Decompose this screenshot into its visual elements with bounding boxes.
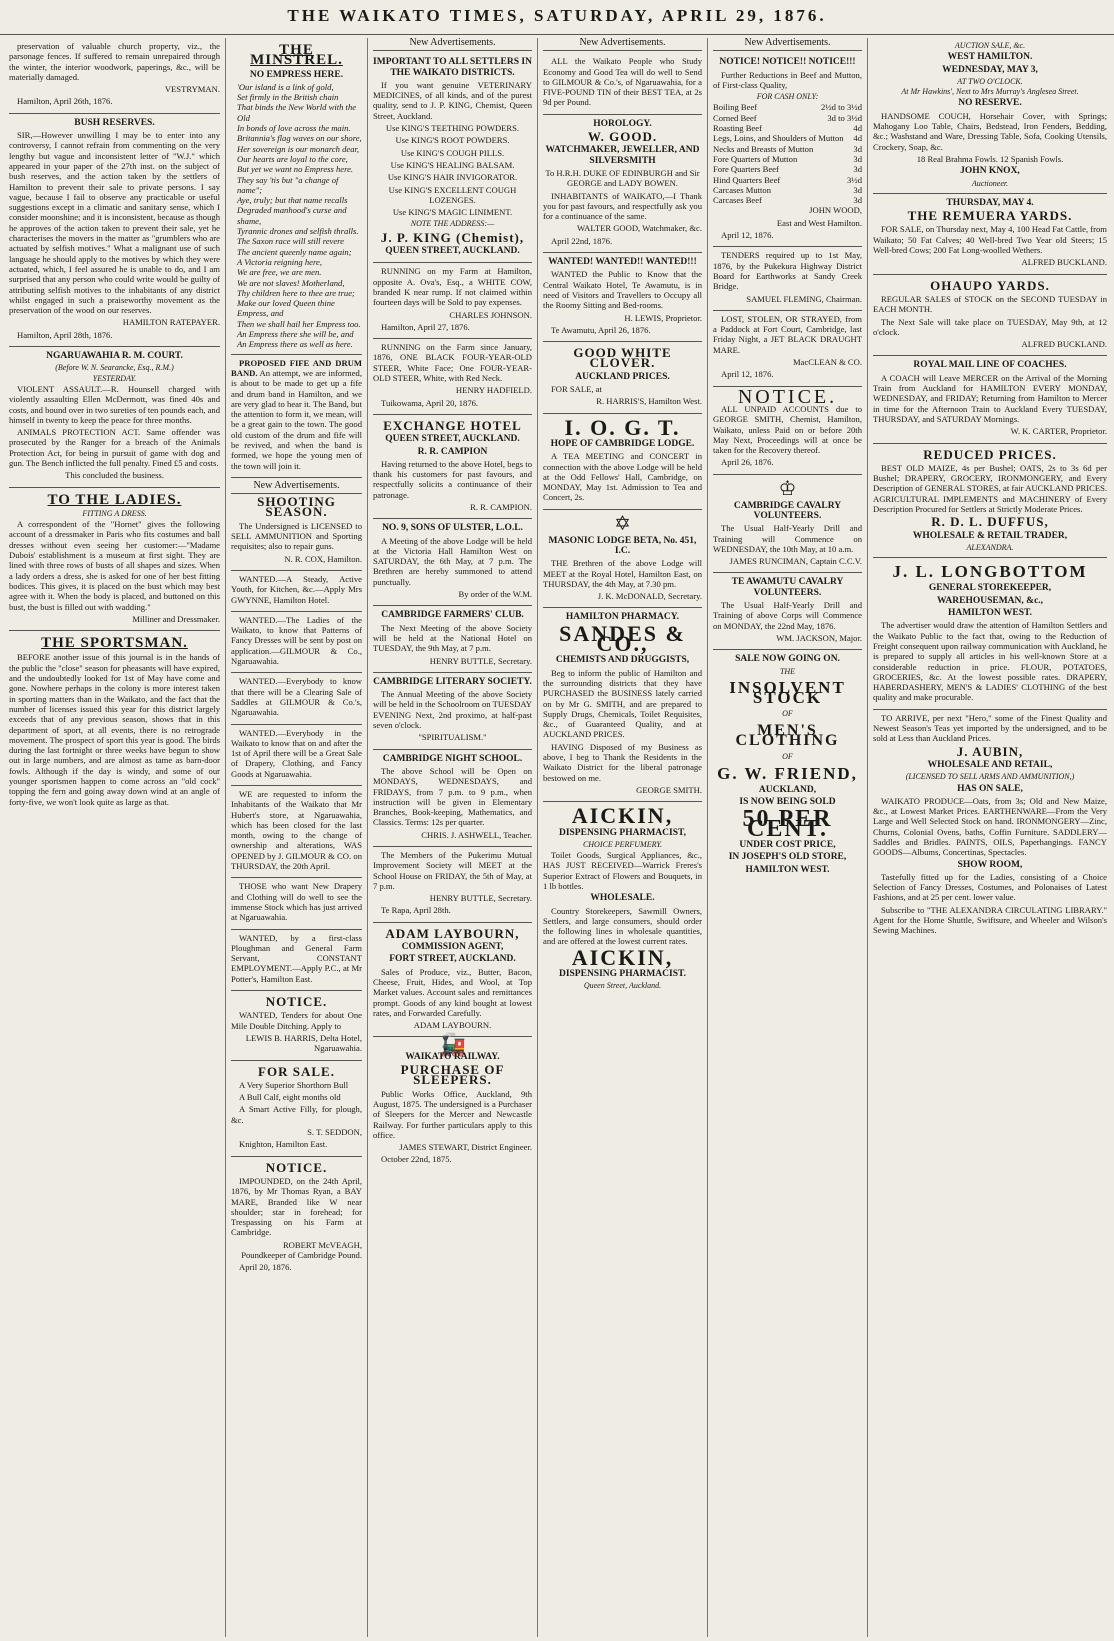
- sandes-heading: SANDES & CO.,: [559, 620, 686, 657]
- ohaupo-next: The Next Sale will take place on TUESDAY, May 9th, at 12 o'clock.: [873, 316, 1107, 337]
- court-body-2: ANIMALS PROTECTION ACT. Same offender was prosecuted by the Ranger for a breach of the Animals Protection Act, for being in pursuit of game with dog and gun. The Bench inflicted the full penalty. Fined £5 and costs.: [9, 427, 220, 468]
- aubin-sub: WHOLESALE AND RETAIL,: [927, 759, 1053, 770]
- poem-line: Tyrannic drones and selfish thralls.: [237, 226, 359, 237]
- ladies-subhead: FITTING A DRESS.: [82, 508, 147, 518]
- section-heading-ladies: TO THE LADIES.: [47, 491, 182, 508]
- iogt-body: A TEA MEETING and CONCERT in connection with the above Lodge will be held at the Odd Fellows' Hall, Cambridge, on MONDAY, May 1st. Admission to Tea and Concert, 2s.: [543, 451, 702, 503]
- poem-line: But yet we want no Empress here.: [237, 164, 354, 175]
- signature: VESTRYMAN.: [164, 84, 220, 95]
- signature: H. LEWIS, Proprietor.: [624, 312, 702, 323]
- poem-line: The Saxon race will still revere: [237, 236, 345, 247]
- being-sold: IS NOW BEING SOLD: [739, 797, 836, 808]
- under-cost: UNDER COST PRICE,: [739, 840, 836, 851]
- signature: N. R. COX, Hamilton.: [284, 553, 362, 564]
- product-line: Use KING'S COUGH PILLS.: [400, 147, 505, 158]
- poem-line: Make our loved Queen thine Empress, and: [237, 298, 335, 319]
- masonic-emblem-icon: ✡: [614, 512, 631, 535]
- aickin-body: Toilet Goods, Surgical Appliances, &c., HAS JUST RECEIVED—Warrick Freres's Superior Extract of Flowers and Bouquets, in 1 lb bottles.: [543, 850, 702, 891]
- aickin-heading-2: AICKIN,: [571, 944, 674, 970]
- signature: LEWIS B. HARRIS, Delta Hotel, Ngaruawahia.: [245, 1032, 362, 1054]
- clover-sale: FOR SALE, at: [551, 384, 602, 395]
- price-row: Legs, Loins, and Shoulders of Mutton 4d: [713, 133, 862, 144]
- fife-body: An attempt, we are informed, is about to be made to get up a fife and drum band in Hamilton, and we are very glad to hear it. The Band, but the attention to form it, we mean, will be a great gain to the town. The good old custom of the drum and fife will be revived, and when the band is formed, we hope the young men of the town will join it.: [231, 367, 362, 471]
- notice-line: NOTICE! NOTICE!! NOTICE!!!: [719, 57, 856, 68]
- new-advertisements-heading: New Advertisements.: [543, 38, 702, 51]
- sale-item: A Bull Calf, eight months old: [239, 1092, 341, 1103]
- signature: ALFRED BUCKLAND.: [1021, 339, 1107, 350]
- poem-line: An Empress there as well as here.: [237, 339, 353, 350]
- horology-heading: HOROLOGY.: [593, 118, 652, 129]
- sleepers-heading: PURCHASE OF SLEEPERS.: [400, 1062, 505, 1088]
- aubin-intro: TO ARRIVE, per next "Hero," some of the Finest Quality and Newest Season's Teas yet imported by the undersigned, and to be sold at Less than Auckland Prices.: [873, 712, 1107, 744]
- wednesday-date: WEDNESDAY, MAY 3,: [942, 64, 1038, 75]
- poem-line: Britannia's flag waves on our shore,: [237, 133, 362, 144]
- product-line: Use KING'S HAIR INVIGORATOR.: [387, 172, 518, 183]
- tenders-body: TENDERS required up to 1st May, 1876, by the Pukekura Highway District Board for Earthworks at Sandy Creek Bridge.: [713, 250, 862, 292]
- mens-clothing-heading: MEN'S CLOTHING: [735, 721, 840, 750]
- notice-body: Further Reductions in Beef and Mutton, of First-class Quality,: [713, 69, 862, 90]
- auckland-word: AUCKLAND,: [758, 784, 817, 795]
- awamutu-body: The Usual Half-Yearly Drill and Training of above Corps will Commence on MONDAY, the 22nd May, 1876.: [713, 600, 862, 631]
- poem-line: Thy children here to thee are true;: [237, 287, 355, 298]
- dateline: Hamilton, April 27, 1876.: [381, 321, 470, 332]
- essay-title: "SPIRITUALISM.": [418, 732, 487, 743]
- longbottom-sub: GENERAL STOREKEEPER,: [928, 583, 1052, 594]
- longbottom-body: The advertiser would draw the attention of Hamilton Settlers and the Waikato Public to the fact that, owing to the Reduction of Freight consequent upon railway communication with Auckland, he is prepared to supply all articles in his well-known Store at a considerable reduction in price. FLOUR, POTATOES, GROCERIES, &c. At the lowest possible rates. DRAPERY, HABERDASHERY, MEN'S & LADIES' CLOTHING of the best quality and make procurable.: [873, 620, 1107, 703]
- duffus-sub: WHOLESALE & RETAIL TRADER,: [912, 530, 1068, 541]
- price-row: Carcases Mutton 3d: [713, 184, 862, 195]
- signature: MacCLEAN & CO.: [793, 357, 862, 368]
- poem-line: Degraded manhood's curse and shame,: [237, 205, 347, 226]
- signature: R. HARRIS'S, Hamilton West.: [596, 396, 702, 407]
- wholesale-heading: WHOLESALE.: [590, 893, 655, 904]
- column-3: [368, 38, 538, 1637]
- poem-line: Aye, truly; but that name recalls: [237, 195, 348, 206]
- longbottom-place: HAMILTON WEST.: [947, 608, 1033, 619]
- new-advertisements-heading: New Advertisements.: [713, 38, 862, 51]
- new-advertisements-heading: New Advertisements.: [231, 481, 362, 494]
- literary-society-heading: CAMBRIDGE LITERARY SOCIETY.: [373, 676, 532, 687]
- exchange-hotel-body: Having returned to the above Hotel, begs to thank his customers for past favours, and respectfully solicits a continuance of their patronage.: [373, 458, 532, 500]
- night-school-heading: CAMBRIDGE NIGHT SCHOOL.: [382, 753, 523, 764]
- hamilton-west: HAMILTON WEST.: [745, 864, 830, 875]
- night-school-body: The above School will be Open on MONDAYS, WEDNESDAYS, and FRIDAYS, from 7 p.m. to 9 p.m., when instruction will be given in Elementary Branches, Book-keeping, Mathematics, and Classics. Terms: 12s per quarter.: [373, 765, 532, 828]
- pharmacy-heading: HAMILTON PHARMACY.: [565, 612, 680, 623]
- king-chemist: J. P. KING (Chemist),: [380, 229, 525, 245]
- dateline: Hamilton, April 26th, 1876.: [17, 96, 113, 107]
- location: At Mr Hawkins', Next to Mrs Murray's Anglesea Street.: [901, 87, 1079, 97]
- letter-body: SIR,—However unwilling I may be to enter into any controversy, I cannot refrain from commenting on the very lengthy but vague and inconsistent letter of "W.J." which appeared in your paper of the 27th inst. on the subject of bush reserves, and the action taken by the settlers of Hamilton to prevent their sale to private persons. I say vague, because I fail to observe any practicable or useful suggestions except in a climatic and sanitary sense, which I consider moonshine; and it is inconsistent, because as though he approves of the action taken to prevent their sale, yet he characterises the movers in the matter as "grumblers who are actuated by selfish motives." What a malignant use of such language he should apply to the motives by which they were actuated, which, I feel assured he is unable to do, and I am surprised that any person who could write would be guilty of attributing selfish motives to the inhabitants of any district whilst engaged in such a praiseworthy movement as the preservation of the wood on our reserves.: [9, 130, 220, 316]
- poem-line: Our hearts are loyal to the core,: [237, 153, 348, 164]
- section-heading-minstrel: THE MINSTREL.: [250, 42, 343, 69]
- column-6: [868, 38, 1112, 1637]
- at-two: AT TWO O'CLOCK.: [957, 76, 1023, 86]
- sports-body: BEFORE another issue of this journal is in the hands of the public the "close" season for pheasants will have expired, and the undoubtedly looked for 1st of May have come and gone. Nowhere perhaps in the colony is more interest taken in sporting matters than in the Waikato, and the fact that the number of licenses issued this year for this district largely exceeds that of any previous season, shows that in this department of sport, at all events, there is no retrograde movement. The prospect of sport this year is good. The birds during the last fortnight or three weeks have begun to show out in large numbers, and are almost as tame as barn-door fowls. Although if the day is windy, and some of our younger sportsmen happen to come across an "old cock" topping the fern and going away down wind at an angle of forty-five, we won't look quite as large as that.: [9, 652, 220, 807]
- signature: ALFRED BUCKLAND.: [1021, 257, 1107, 268]
- poem-line: Set firmly in the British chain: [237, 92, 339, 103]
- exchange-hotel-heading: EXCHANGE HOTEL: [383, 417, 522, 433]
- important-heading: IMPORTANT TO ALL SETTLERS IN THE WAIKATO DISTRICTS.: [373, 57, 532, 78]
- price-row: Corned Beef 3d to 3½d: [713, 112, 862, 123]
- wanted-ad: WANTED, by a first-class Ploughman and General Farm Servant, CONSTANT EMPLOYMENT.—Apply P.C., at Mr Potter's, Hamilton East.: [231, 932, 362, 984]
- poem-title: NO EMPRESS HERE.: [249, 69, 344, 80]
- signature: JAMES RUNCIMAN, Captain C.C.V.: [729, 556, 862, 567]
- pukerimu-body: The Members of the Pukerimu Mutual Improvement Society will MEET at the School House on FRIDAY, the 5th of May, at 7 p.m.: [373, 850, 532, 891]
- price-row: Roasting Beef 4d: [713, 123, 862, 134]
- thursday-date: THURSDAY, MAY 4.: [946, 197, 1034, 208]
- coach-body: A COACH will Leave MERCER on the Arrival of the Morning Train from Auckland for HAMILTON EVERY MONDAY, WEDNESDAY, and FRIDAY; Returning from Hamilton to Mercer in time for the Afternoon Train to Auckland Every TUESDAY, THURSDAY, and SATURDAY Mornings.: [873, 372, 1107, 424]
- new-advertisements-heading: New Advertisements.: [373, 38, 532, 51]
- wanted-body: WANTED the Public to Know that the Central Waikato Hotel, Te Awamutu, is in need of Visitors and Travellers to Occupy all the Roomy Sitting and Bed-rooms.: [543, 269, 702, 311]
- poem-line: We are free, we are men.: [237, 267, 322, 278]
- laybourn-address: FORT STREET, AUCKLAND.: [389, 954, 516, 965]
- railway-heading: WAIKATO RAILWAY.: [405, 1051, 500, 1062]
- notice-big-heading: NOTICE.: [737, 385, 838, 408]
- lodge-heading: NO. 9, SONS OF ULSTER, L.O.L.: [382, 523, 523, 534]
- signature: S. T. SEDDON,: [307, 1127, 362, 1138]
- dateline: April 12, 1876.: [721, 369, 774, 380]
- court-body: VIOLENT ASSAULT.—R. Hounsell charged with violently assaulting Ellen McDermott, was fined 40s and costs, and bound over in two sureties of ten pounds each, and himself in twenty to keep the peace for three months.: [9, 383, 220, 425]
- good-thanks: INHABITANTS of WAIKATO,—I Thank you for past favours, and respectfully ask you for a continuance of the same.: [543, 190, 702, 222]
- remuera-body: FOR SALE, on Thursday next, May 4, 100 Head Fat Cattle, from Waikato; 50 Fat Calves; 40 Well-bred Two Year old Steers; 15 Well-bred Cows; 200 Fat Long-woolled Wethers.: [873, 224, 1107, 256]
- dateline: April 26, 1876.: [721, 457, 774, 468]
- subscribe-body: Subscribe to "THE ALEXANDRA CIRCULATING LIBRARY." Agent for the Home Shuttle, Swiftsure, and Wheeler and Wilson's Sewing Machines.: [873, 904, 1107, 936]
- masthead-title: THE WAIKATO TIMES, SATURDAY, APRIL 29, 1876.: [287, 6, 827, 25]
- column-1: [4, 38, 226, 1637]
- wanted-ad: WANTED.—Everybody in the Waikato to know that on and after the 1st of April there will be a Great Sale of Drapery, Clothing, and Fancy Goods at Ngaruawahia.: [231, 727, 362, 779]
- poem-line: Her sovereign is our monarch dear,: [237, 143, 360, 154]
- signature: HENRY HADFIELD.: [455, 385, 532, 396]
- no-reserve: NO RESERVE.: [958, 98, 1022, 109]
- reduced-body: BEST OLD MAIZE, 4s per Bushel; OATS, 2s to 3s 6d per Bushel; DRAPERY, GROCERY, IRONMONGERY, and Every Description of GENERAL STORES, at fair AUCKLAND PRICES. AGRICULTURAL IMPLEMENTS and MACHINERY of Every Description Procured for Settlers at Strictly Moderate Prices.: [873, 462, 1107, 514]
- dateline: Te Rapa, April 28th.: [381, 905, 451, 916]
- notice-body: WANTED, Tenders for about One Mile Double Ditching. Apply to: [231, 1010, 362, 1031]
- impound-body: IMPOUNDED, on the 24th April, 1876, by Mr Thomas Ryan, a BAY MARE, Branded like W near shoulder; star in forehead; for Trespassing on his Farm at Cambridge.: [231, 1175, 362, 1238]
- aubin-sub-2: (LICENSED TO SELL ARMS AND AMMUNITION,): [905, 772, 1075, 782]
- product-line: Use KING'S MAGIC LINIMENT.: [392, 207, 513, 218]
- poem-line: An Empress there she will be, and: [237, 329, 354, 340]
- percent-heading: 50 PER CENT.: [742, 805, 833, 842]
- fife-heading: PROPOSED FIFE AND DRUM BAND.: [231, 357, 362, 378]
- aickin-sub-3: DISPENSING PHARMACIST.: [558, 969, 687, 980]
- poem-line: That binds the New World with the Old: [237, 102, 357, 123]
- smith-body: HAVING Disposed of my Business as above, I beg to Thank the Residents in the Waikato District for the liberal patronage bestowed on me.: [543, 741, 702, 783]
- remuera-heading: THE REMUERA YARDS.: [907, 208, 1073, 224]
- section-heading-court: NGARUAWAHIA R. M. COURT.: [46, 351, 183, 362]
- section-heading-bush-reserves: BUSH RESERVES.: [74, 117, 155, 128]
- court-end: This concluded the business.: [65, 470, 164, 481]
- aickin-heading: AICKIN,: [571, 803, 674, 829]
- important-body: If you want genuine VETERINARY MEDICINES, of all kinds, and of the purest quality, send to J. P. KING, Chemist, Queen Street, Auckland.: [373, 79, 532, 121]
- exchange-hotel-address: QUEEN STREET, AUCKLAND.: [385, 434, 520, 445]
- poem-line: 'Our island is a link of gold,: [237, 81, 334, 92]
- poem-line: Then we shall hail her Empress too.: [237, 318, 361, 329]
- aickin-sub: DISPENSING PHARMACIST,: [558, 827, 687, 838]
- good-patrons: To H.R.H. DUKE OF EDINBURGH and Sir GEORGE and LADY BOWEN.: [545, 167, 700, 189]
- poem-line: In bonds of love across the main.: [237, 123, 351, 134]
- running-ad: RUNNING on the Farm since January, 1876, ONE BLACK FOUR-YEAR-OLD STEER, White Face; One FOUR-YEAR-OLD STEER, White, with Red Neck.: [373, 342, 532, 384]
- good-trade: WATCHMAKER, JEWELLER, AND SILVERSMITH: [545, 145, 700, 166]
- aickin-address: Queen Street, Auckland.: [583, 981, 662, 991]
- ladies-body: A correspondent of the "Hornet" gives the following account of a dressmaker in Paris who fits costumes and ball dresses without even seeing her customer:—"Madame Dubois' establishment is a museum at first sight. They are lined with three rows of busts of all shapes and sizes. When a lady orders a dress, she is asked for one of her best fitting bodices. This gives, it is placed on the bust which may best agree with it. When the body is placed, and buttoned on this bust, the bust is filled out with wadding.": [9, 519, 220, 612]
- note-address: NOTE THE ADDRESS:—: [410, 219, 495, 229]
- auction-top: AUCTION SALE, &c.: [954, 41, 1026, 50]
- of-word: OF: [782, 752, 793, 762]
- sandes-body: Beg to inform the public of Hamilton and the surrounding districts that they have PURCHASED the BUSINESS lately carried on by Mr G. SMITH, and are prepared to Supply Drugs, Chemicals, Toilet Requisites, &c., of Guaranteed Quality, and at AUCKLAND PRICES.: [543, 667, 702, 740]
- signature: WALTER GOOD, Watchmaker, &c.: [577, 223, 702, 234]
- product-line: Use KING'S HEALING BALSAM.: [390, 159, 515, 170]
- signature: JOHN WOOD,: [809, 205, 862, 216]
- tea-ad: ALL the Waikato People who Study Economy and Good Tea will do well to Send to GILMOUR & Co.'s, of Ngaruawahia, for a FIVE-POUND TIN of their BEST TEA, at 2s 9d per Pound.: [543, 56, 702, 108]
- aickin-sub-2: CHOICE PERFUMERY.: [582, 839, 663, 849]
- of-word: OF: [782, 709, 793, 719]
- poem-line: We are not slaves! Motherland,: [237, 277, 345, 288]
- iogt-sub: HOPE OF CAMBRIDGE LODGE.: [550, 438, 695, 449]
- wanted-heading: WANTED! WANTED!! WANTED!!!: [548, 257, 697, 268]
- duffus-heading: R. D. L. DUFFUS,: [931, 514, 1049, 530]
- show-room-body: Tastefully fitted up for the Ladies, consisting of a Choice Selection of Fancy Dresses, Costumes, and Polonaises of Latest Fashions, and at 25 per cent. lower value.: [873, 871, 1107, 903]
- josephs-store: IN JOSEPH'S OLD STORE,: [728, 852, 847, 863]
- aubin-heading: J. AUBIN,: [956, 743, 1024, 759]
- coach-heading: ROYAL MAIL LINE OF COACHES.: [913, 360, 1067, 371]
- ohaupo-body: REGULAR SALES of STOCK on the SECOND TUESDAY in EACH MONTH.: [873, 293, 1107, 315]
- signature: Milliner and Dressmaker.: [132, 613, 220, 624]
- wanted-ad: WANTED.—Everybody to know that there will be a Clearing Sale of Saddles at GILMOUR & Co.'s, Ngaruawahia.: [231, 676, 362, 718]
- shooting-season-heading: SHOOTING SEASON.: [257, 494, 336, 520]
- running-ad: RUNNING on my Farm at Hamilton, opposite A. Ova's, Esq., a WHITE COW, branded K near rump. If not claimed within fourteen days will be Sold to pay expenses.: [373, 266, 532, 308]
- signature: HAMILTON RATEPAYER.: [122, 317, 220, 328]
- notice-heading: NOTICE.: [265, 1159, 328, 1175]
- dateline: April 22nd, 1876.: [551, 235, 613, 246]
- awamutu-cavalry-heading: TE AWAMUTU CAVALRY VOLUNTEERS.: [731, 577, 844, 598]
- signature: HENRY BUTTLE, Secretary.: [429, 893, 532, 904]
- signature: ADAM LAYBOURN.: [413, 1020, 492, 1031]
- signature: J. K. McDONALD, Secretary.: [597, 591, 702, 602]
- cavalry-heading: CAMBRIDGE CAVALRY VOLUNTEERS.: [733, 500, 842, 521]
- signature: ROBERT McVEAGH, Poundkeeper of Cambridge Pound.: [241, 1239, 362, 1260]
- laybourn-body: Sales of Produce, viz., Butter, Bacon, Cheese, Fruit, Hides, and Wool, at Top Market values. Account sales and remittances prompt. Goods of any kind bought at lowest rates, and Forwarded Carefully.: [373, 966, 532, 1018]
- wholesale-body: Country Storekeepers, Sawmill Owners, Settlers, and large consumers, should order the following lines in wholesale quantities, and are offered at the lowest current rates.: [543, 905, 702, 947]
- price-row: Fore Quarters Beef 3d: [713, 164, 862, 175]
- store-ad: WE are requested to inform the Inhabitants of the Waikato that Mr Hubert's store, at Ngaruawahia, which has been closed for the last month, owing to the change of ownership and alterations, WAS OPENED by J. GILMOUR & CO. on THURSDAY, the 20th April.: [231, 789, 362, 872]
- signature: R. R. CAMPION.: [470, 501, 532, 512]
- section-heading-sportsman: THE SPORTSMAN.: [41, 635, 188, 652]
- dateline: Hamilton, April 28th, 1876.: [17, 329, 113, 340]
- masonic-body: THE Brethren of the above Lodge will MEET at the Royal Hotel, Hamilton East, on THURSDAY, the 4th May, at 7.30 pm.: [543, 558, 702, 589]
- intro-text: preservation of valuable church property, viz., the parsonage fences. If suffered to remain unrepaired through the winter, the interior woodwork, paperings, &c., will be materially damaged.: [9, 41, 220, 82]
- signature: SAMUEL FLEMING, Chairman.: [746, 293, 862, 304]
- column-2: [226, 38, 368, 1637]
- cash-only: FOR CASH ONLY:: [756, 92, 819, 102]
- product-line: Use KING'S EXCELLENT COUGH LOZENGES.: [388, 184, 517, 205]
- clover-heading: GOOD WHITE CLOVER.: [573, 345, 672, 371]
- reduced-prices-heading: REDUCED PRICES.: [923, 446, 1057, 462]
- court-day: YESTERDAY.: [92, 373, 137, 383]
- price-row: Boiling Beef 2½d to 3½d: [713, 102, 862, 113]
- poem-line: They say 'tis but "a change of name";: [237, 174, 339, 195]
- exchange-hotel-name: R. R. CAMPION: [417, 446, 488, 457]
- dateline: October 22nd, 1875.: [381, 1154, 452, 1165]
- duffus-place: ALEXANDRA.: [966, 542, 1014, 552]
- poem-line: The ancient queenly name again;: [237, 246, 352, 257]
- poem-line: A Victoria reigning here,: [237, 256, 322, 267]
- wanted-ad: WANTED.—A Steady, Active Youth, for Kitchen, &c.—Apply Mrs GWYNNE, Hamilton Hotel.: [231, 573, 362, 605]
- shooting-body: The Undersigned is LICENSED to SELL AMMUNITION and Sporting requisites; also to repair guns.: [231, 520, 362, 552]
- dateline: Tuikowama, April 20, 1876.: [381, 397, 479, 408]
- product-line: Use KING'S TEETHING POWDERS.: [385, 123, 520, 134]
- dateline: Te Awamutu, April 26, 1876.: [551, 324, 651, 335]
- wood-sub: East and West Hamilton.: [776, 217, 862, 228]
- signature: CHARLES JOHNSON.: [449, 309, 532, 320]
- aubin-sub-3: HAS ON SALE,: [957, 783, 1023, 794]
- show-room-heading: SHOW ROOM,: [957, 859, 1023, 870]
- price-row: Necks and Breasts of Mutton 3d: [713, 143, 862, 154]
- masonic-heading: MASONIC LODGE BETA, No. 451, I.C.: [548, 535, 697, 556]
- signature: W. K. CARTER, Proprietor.: [1010, 426, 1107, 437]
- sale-item: A Very Superior Shorthorn Bull: [239, 1079, 349, 1090]
- signature: GEORGE SMITH.: [636, 784, 702, 795]
- king-address: QUEEN STREET, AUCKLAND.: [385, 246, 520, 257]
- wanted-ad: WANTED.—The Ladies of the Waikato, to know that Patterns of Fancy Dresses will be sent by post on application.—GILMOUR & Co., Ngaruawahia.: [231, 614, 362, 667]
- notice-heading: NOTICE.: [265, 994, 328, 1010]
- fowls: 18 Real Brahma Fowls. 12 Spanish Fowls.: [916, 153, 1064, 164]
- signature: By order of the W.M.: [458, 589, 532, 600]
- lodge-body: A Meeting of the above Lodge will be held at the Victoria Hall Hamilton West on SATURDAY, the 6th May, at 7 p.m. The Brethren are hereby summoned to attend punctually.: [373, 535, 532, 587]
- auctioneer-name: JOHN KNOX,: [960, 166, 1020, 177]
- farmers-club-heading: CAMBRIDGE FARMERS' CLUB.: [381, 610, 524, 621]
- for-sale-heading: FOR SALE.: [258, 1063, 335, 1079]
- sale-now-heading: SALE NOW GOING ON.: [735, 654, 840, 665]
- price-row: Hind Quarters Beef 3½d: [713, 174, 862, 185]
- unpaid-body: ALL UNPAID ACCOUNTS due to GEORGE SMITH, Chemist, Hamilton, Waikato, unless Paid on or before 20th May Next, Proceedings will at once be taken for the Recovery thereof.: [713, 403, 862, 456]
- place: Knighton, Hamilton East.: [239, 1139, 328, 1150]
- farmers-club-body: The Next Meeting of the above Society will be held at the National Hotel on TUESDAY, the 9th May, at 7 p.m.: [373, 622, 532, 654]
- signature: JAMES STEWART, District Engineer.: [399, 1142, 532, 1153]
- product-line: Use KING'S ROOT POWDERS.: [395, 135, 510, 146]
- aubin-body: WAIKATO PRODUCE—Oats, from 3s; Old and New Maize, &c., at Lowest Market Prices. EARTHENWARE—From the Very Large and Well Selected Stock on hand. IRONMONGERY—Zinc, Churns, Colonial Ovens, baths, Coffin Furniture. SADDLERY—Saddles and Bridles. PAINTS, OILS, Paperhangings. FANCY GOODS—Albums, Concertinas, Spectacles.: [873, 795, 1107, 858]
- laybourn-heading: ADAM LAYBOURN,: [385, 925, 520, 941]
- sandes-sub: CHEMISTS AND DRUGGISTS,: [555, 655, 690, 666]
- iogt-heading: I. O. G. T.: [564, 414, 681, 440]
- good-name: W. GOOD.: [587, 129, 658, 145]
- signature: CHRIS. J. ASHWELL, Teacher.: [421, 829, 532, 840]
- longbottom-sub-2: WAREHOUSEMAN, &c.,: [936, 595, 1044, 606]
- literary-society-body: The Annual Meeting of the above Society will be held in the Schoolroom on TUESDAY EVENING Next, 2nd proximo, at half-past seven o'clock.: [373, 689, 532, 731]
- ohaupo-heading: OHAUPO YARDS.: [930, 277, 1050, 293]
- signature: HENRY BUTTLE, Secretary.: [429, 655, 532, 666]
- price-row: Carcases Beef 3d: [713, 195, 862, 206]
- royal-crest-icon: ♔: [778, 477, 797, 500]
- drapery-ad: THOSE who want New Drapery and Clothing will do well to see the immense Stock which has just arrived at Ngaruawahia.: [231, 881, 362, 923]
- column-5: [708, 38, 868, 1637]
- the-word: THE: [779, 666, 796, 676]
- laybourn-sub: COMMISSION AGENT,: [401, 942, 504, 953]
- longbottom-heading: J. L. LONGBOTTOM: [892, 562, 1088, 582]
- dateline: April 20, 1876.: [239, 1262, 292, 1273]
- dateline: April 12, 1876.: [721, 230, 774, 241]
- masthead: [0, 0, 1114, 35]
- locomotive-icon: 🚂: [438, 1032, 467, 1058]
- insolvent-stock-heading: INSOLVENT STOCK: [729, 677, 846, 708]
- auctioneer-title: Auctioneer.: [971, 178, 1009, 188]
- lost-body: LOST, STOLEN, OR STRAYED, from a Paddock at Fort Court, Cambridge, last Friday Night, a JET BLACK DRAUGHT MARE.: [713, 313, 862, 355]
- west-hamilton: WEST HAMILTON.: [947, 52, 1033, 63]
- poem: [231, 82, 362, 350]
- clover-sub: AUCKLAND PRICES.: [575, 371, 670, 382]
- court-subhead: (Before W. N. Searancke, Esq., R.M.): [55, 363, 174, 373]
- cavalry-body: The Usual Half-Yearly Drill and Training will Commence on WEDNESDAY, the 10th May, at 10 a.m.: [713, 523, 862, 554]
- auction-items: HANDSOME COUCH, Horsehair Cover, with Springs; Mahogany Loo Table, Chairs, Bedstead, Iron Fenders, Bedding, &c.; Washstand and Ware, Dressing Table, Sofa, Cooking Utensils, Crockery, Soap, &c.: [873, 110, 1107, 152]
- sale-item: A Smart Active Filly, for plough, &c.: [231, 1104, 362, 1125]
- signature: WM. JACKSON, Major.: [776, 632, 862, 643]
- column-4: [538, 38, 708, 1637]
- price-row: Fore Quarters of Mutton 3d: [713, 153, 862, 164]
- friend-heading: G. W. FRIEND,: [717, 763, 858, 783]
- railway-body: Public Works Office, Auckland, 9th August, 1875. The undersigned is a Purchaser of Sleepers for the Mercer and Newcastle Railway. For further particulars apply to this office.: [373, 1088, 532, 1140]
